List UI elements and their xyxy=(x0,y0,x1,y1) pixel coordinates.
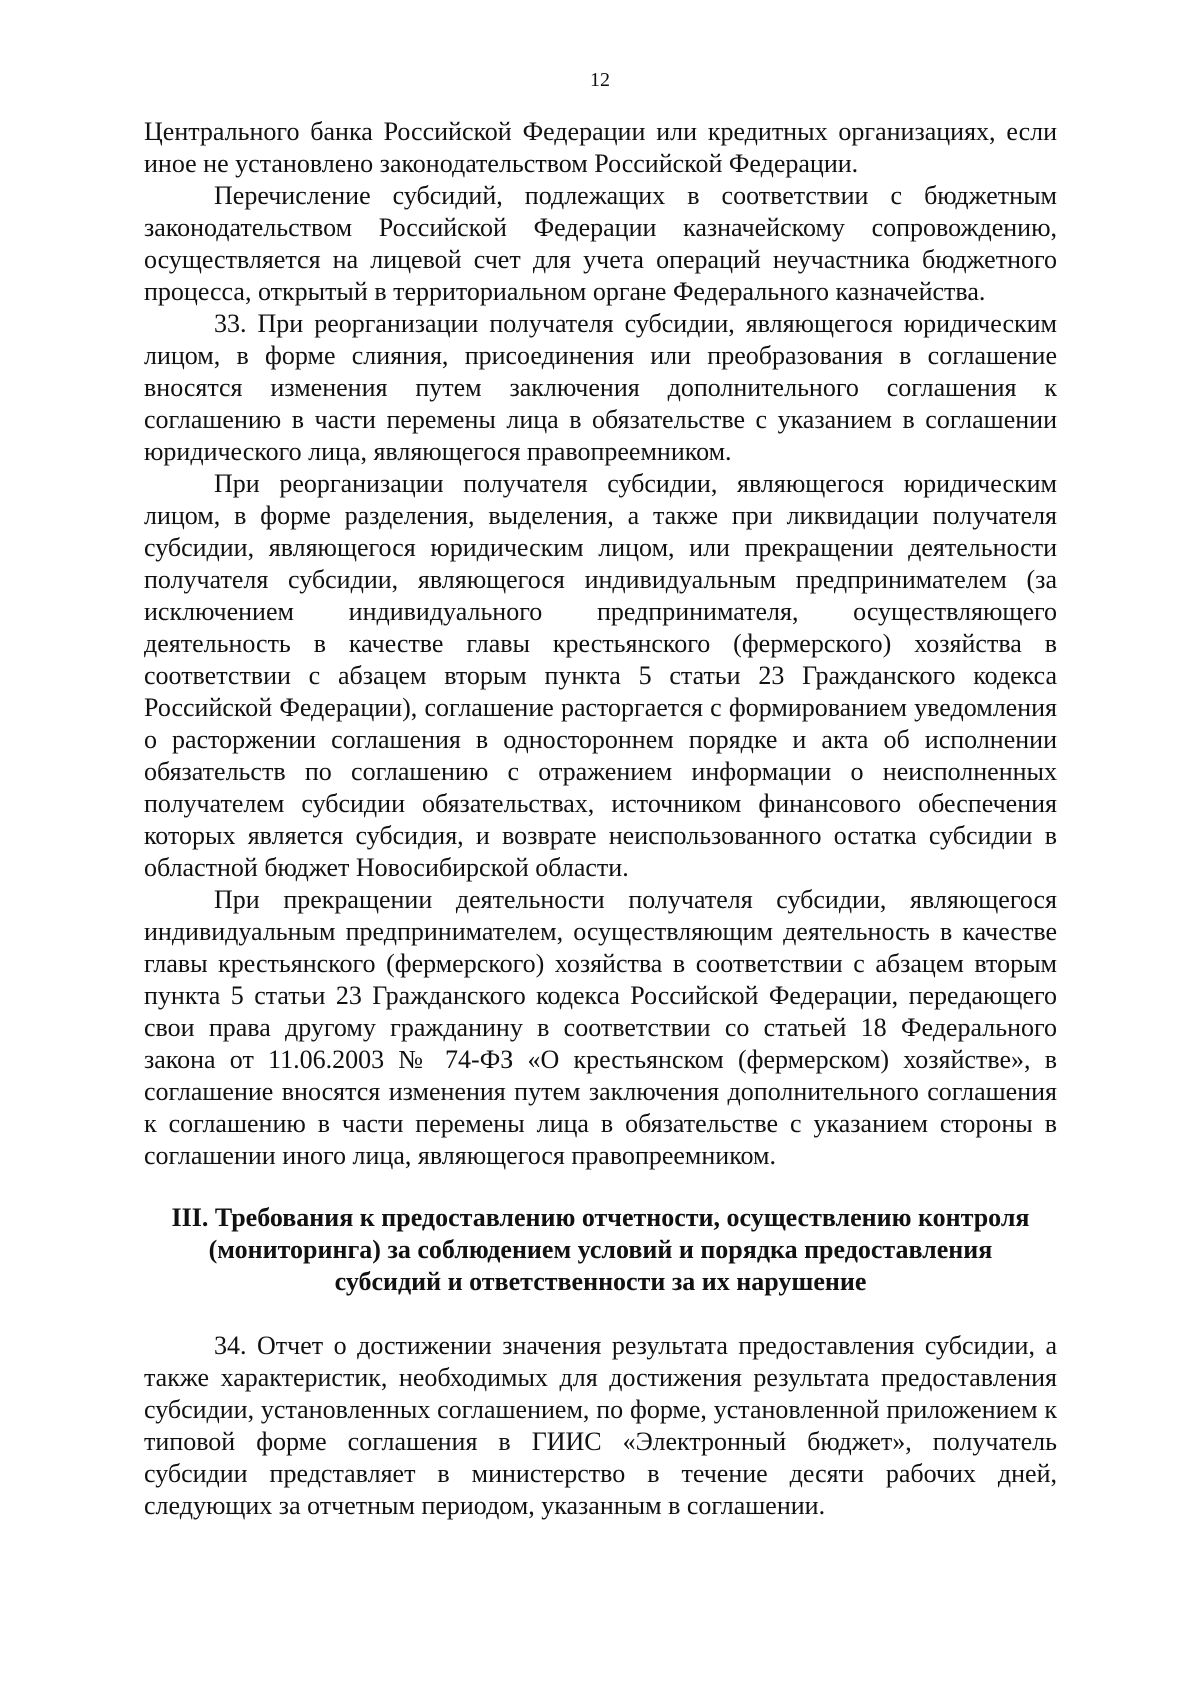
page-number: 12 xyxy=(590,69,610,91)
document-body xyxy=(144,116,1057,1522)
paragraph-treasury-transfer: Перечисление субсидий, подлежащих в соответствии с бюджетным законодательством Российской Федерации казначейскому сопровождению, осуществляется на лицевой счет для учета операций неучастника бюджетного процесса, открытый в территориальном органе Федерального казначейства. xyxy=(144,181,1057,306)
paragraph-continuation: Центрального банка Российской Федерации или кредитных организациях, если иное не установлено законодательством Российской Федерации. xyxy=(144,117,1057,178)
paragraph-reorganization-termination: При реорганизации получателя субсидии, являющегося юридическим лицом, в форме разделения, выделения, а также при ликвидации получателя субсидии, являющегося юридическим лицом, или прекращении деятельности получателя субсидии, являющегося индивидуальным предпринимателем (за исключением индивидуального предпринимателя, осуществляющего деятельность в качестве главы крестьянского (фермерского) хозяйства в соответствии с абзацем вторым пункта 5 статьи 23 Гражданского кодекса Российской Федерации), соглашение расторгается с формированием уведомления о расторжении соглашения в одностороннем порядке и акта об исполнении обязательств по соглашению с отражением информации о неисполненных получателем субсидии обязательствах, источником финансового обеспечения которых является субсидия, и возврате неиспользованного остатка субсидии в областной бюджет Новосибирской области. xyxy=(144,469,1057,882)
section-heading: III. Требования к предоставлению отчетности, осуществлению контроля (мониторинга) за соблюдением условий и порядка предоставления субсидий и ответственности за их нарушение xyxy=(171,1203,1030,1296)
paragraph-clause-33: 33. При реорганизации получателя субсидии, являющегося юридическим лицом, в форме слияния, присоединения или преобразования в соглашение вносятся изменения путем заключения дополнительного соглашения к соглашению в части перемены лица в обязательстве с указанием в соглашении юридического лица, являющегося правопреемником. xyxy=(144,309,1057,466)
paragraph-clause-34: 34. Отчет о достижении значения результата предоставления субсидии, а также характеристик, необходимых для достижения результата предоставления субсидии, установленных соглашением, по форме, установленной приложением к типовой форме соглашения в ГИИС «Электронный бюджет», получатель субсидии представляет в министерство в течение десяти рабочих дней, следующих за отчетным периодом, указанным в соглашении. xyxy=(144,1331,1057,1520)
paragraph-farm-succession: При прекращении деятельности получателя субсидии, являющегося индивидуальным предпринимателем, осуществляющим деятельность в качестве главы крестьянского (фермерского) хозяйства в соответствии с абзацем вторым пункта 5 статьи 23 Гражданского кодекса Российской Федерации, передающего свои права другому гражданину в соответствии со статьей 18 Федерального закона от 11.06.2003 № 74-ФЗ «О крестьянском (фермерском) хозяйстве», в соглашение вносятся изменения путем заключения дополнительного соглашения к соглашению в части перемены лица в обязательстве с указанием стороны в соглашении иного лица, являющегося правопреемником. xyxy=(144,885,1057,1170)
